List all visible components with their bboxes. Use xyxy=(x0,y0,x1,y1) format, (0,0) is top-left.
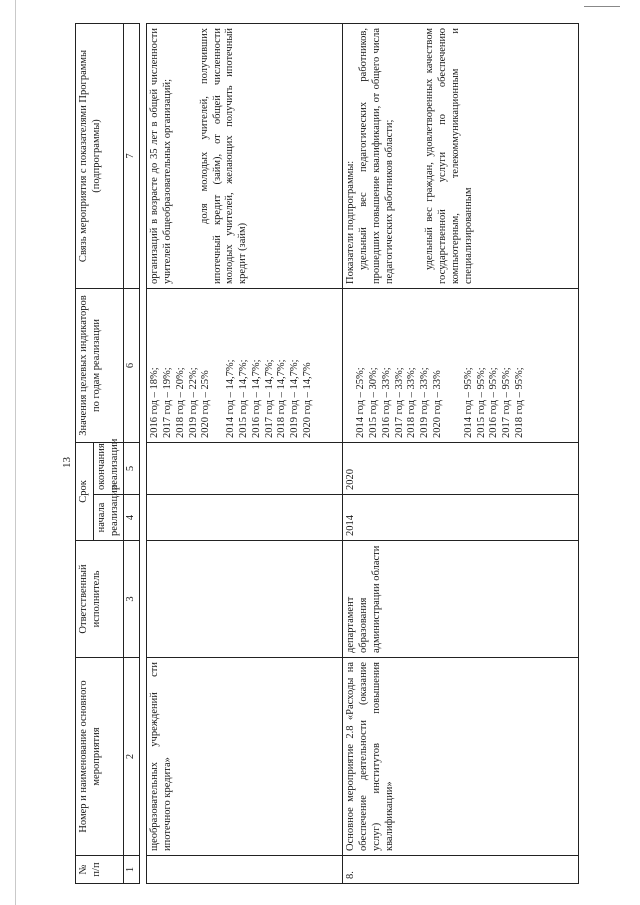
column-number: 1 xyxy=(124,856,140,884)
scan-mark xyxy=(584,6,620,7)
indicator-values xyxy=(147,288,343,442)
header-term: Срок xyxy=(76,442,94,540)
term-end: 2020 xyxy=(343,442,579,494)
column-number: 2 xyxy=(124,658,140,856)
program-link xyxy=(343,23,579,288)
header-indicators: Значения целевых индикаторов по годам реализации xyxy=(76,288,124,442)
activity-name: щеобразовательных учреждений сти ипотечного кредита» xyxy=(147,658,343,856)
column-number: 5 xyxy=(124,442,140,494)
program-link-b: удельный вес граждан, удовлетворенных качеством государственной услуги по обеспечению компьютерным, телекоммуникационным и специализированным xyxy=(424,27,474,284)
program-link-b: доля молодых учителей, получивших ипотечный кредит (займ), от общей численности молодых учителей, желающих получить ипотечный кредит (займ) xyxy=(198,27,249,284)
term-end xyxy=(147,442,343,494)
column-number: 3 xyxy=(124,541,140,658)
indicator-values xyxy=(343,288,579,442)
header-program-link: Связь мероприятия с показателями Программы (подпрограммы) xyxy=(76,23,124,288)
program-link-a: удельный вес педагогических работников, прошедших повышение квалификации, от общего числа педагогических работников области; xyxy=(357,27,395,284)
column-number: 7 xyxy=(124,23,140,288)
indicator-values-a: 2016 год – 18%; 2017 год – 19%; 2018 год – 20%; 2019 год – 22%; 2020 год – 25% xyxy=(149,367,212,438)
table-gap xyxy=(140,23,147,883)
term-start xyxy=(147,495,343,541)
column-numbers-row xyxy=(124,23,140,883)
indicator-values-b: 2014 год – 14,7%; 2015 год – 14,7%; 2016 год – 14,7%; 2017 год – 14,7%; 2018 год – 14,7%; 2019 год – 14,7%; 2020 год – 14,7% xyxy=(225,359,313,438)
page-number: 13 xyxy=(61,457,73,468)
header-executor: Ответственный исполнитель xyxy=(76,541,124,658)
header-term-start: начала реализации xyxy=(93,495,124,541)
program-link-a: организаций в возрасте до 35 лет в общей численности учителей общеобразовательных организаций; xyxy=(149,27,173,284)
indicator-values-b: 2014 год – 95%; 2015 год – 95%; 2016 год – 95%; 2017 год – 95%; 2018 год – 95%; xyxy=(462,367,525,438)
header-number: № п/п xyxy=(76,856,124,884)
program-link-title: Показатели подпрограммы: xyxy=(345,160,357,284)
header-activity-name: Номер и наименование основного мероприятия xyxy=(76,658,124,856)
table-header-row xyxy=(76,23,94,883)
column-number: 6 xyxy=(124,288,140,442)
term-start: 2014 xyxy=(343,495,579,541)
header-term-end: окончания реализации xyxy=(93,442,124,494)
executor: департамент образования администрации области xyxy=(343,541,579,658)
scan-page-edge xyxy=(15,0,16,905)
column-number: 4 xyxy=(124,495,140,541)
program-link xyxy=(147,23,343,288)
table-row-8 xyxy=(343,23,579,883)
document-page xyxy=(57,14,633,894)
activity-name: Основное мероприятие 2.8 «Расходы на обеспечение деятельности (оказание услуг) институтов повышения квалификации» xyxy=(343,658,579,856)
table-row-continued xyxy=(147,23,343,883)
rotated-page-area xyxy=(57,14,633,894)
row-number xyxy=(147,856,343,884)
indicator-values-a: 2014 год – 25%; 2015 год – 30%; 2016 год – 33%; 2017 год – 33%; 2018 год – 33%; 2019 год – 33%; 2020 год – 33% xyxy=(355,367,443,438)
row-number: 8. xyxy=(343,856,579,884)
executor xyxy=(147,541,343,658)
activities-table xyxy=(75,23,579,884)
